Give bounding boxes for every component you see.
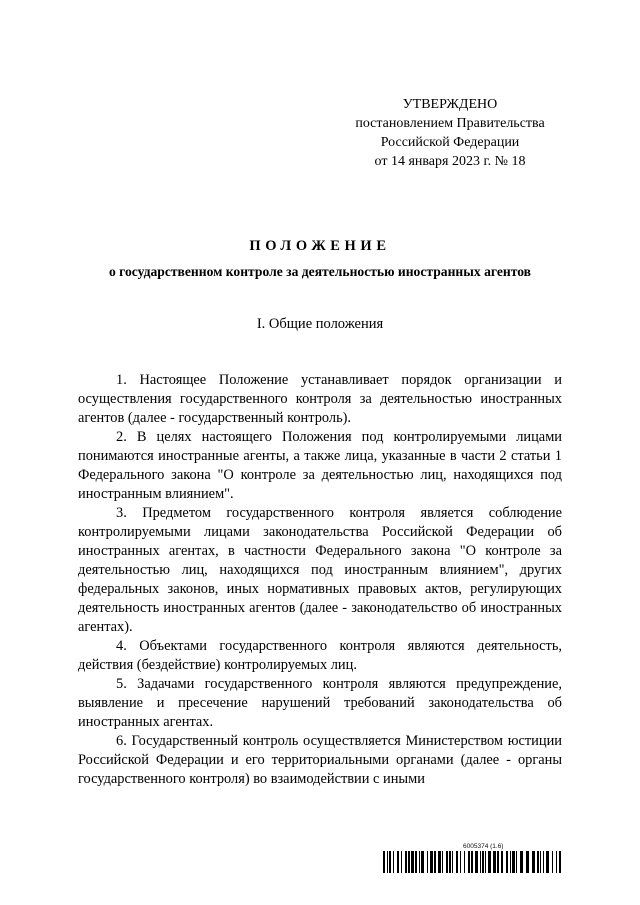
- barcode-bar: [537, 851, 539, 873]
- barcode-bar: [438, 851, 441, 873]
- barcode-bar: [442, 851, 443, 873]
- barcode-bar: [546, 851, 549, 873]
- paragraph-6: 6. Государственный контроль осуществляется Министерством юстиции Российской Федерации и его территориальными органами (далее - органы государственного контроля) во взаимодействии с иными: [78, 733, 562, 787]
- barcode-bar: [397, 851, 399, 873]
- paragraph-3: 3. Предметом государственного контроля является соблюдение контролируемыми лицами законодательства Российской Федерации об иностранных агентах, в частности Федерального закона "О контроле за деятельностью лиц, находящихся под иностранным влиянием", других федеральных законов, иных нормативных правовых актов, регулирующих деятельность иностранных агентов (далее - законодательство об иностранных агентах).: [78, 505, 562, 635]
- barcode-bar: [411, 851, 414, 873]
- barcode-bar: [427, 851, 428, 873]
- barcode-bar: [540, 851, 541, 873]
- barcode-bar: [468, 851, 470, 873]
- approval-title: УТВЕРЖДЕНО: [402, 97, 498, 112]
- barcode-bar: [520, 851, 523, 873]
- barcode-bar: [387, 851, 388, 873]
- barcode-bar: [393, 851, 394, 873]
- document-subtitle: о государственном контроле за деятельностью иностранных агентов: [108, 264, 532, 279]
- section-heading: I. Общие положения: [256, 316, 384, 332]
- paragraph-5: 5. Задачами государственного контроля являются предупреждение, выявление и пресечение нарушений требований законодательства об иностранных агентах.: [78, 676, 562, 730]
- document-title: ПОЛОЖЕНИЕ: [249, 238, 391, 254]
- barcode-bar: [452, 851, 453, 873]
- barcode-bar: [543, 851, 544, 873]
- barcode-bar: [421, 851, 424, 873]
- barcode-bar: [415, 851, 417, 873]
- document-body: [78, 371, 562, 789]
- barcode-bar: [510, 851, 511, 873]
- barcode-bar: [389, 851, 391, 873]
- paragraph-4: 4. Объектами государственного контроля являются деятельность, действия (бездействие) контролируемых лиц.: [78, 638, 562, 673]
- barcode-bar: [493, 851, 496, 873]
- barcode-bar: [516, 851, 517, 873]
- barcode-bar: [559, 851, 561, 873]
- barcode-label: 6005374 (1.6): [463, 843, 504, 850]
- barcode-bar: [383, 851, 385, 873]
- barcode-bar: [501, 851, 503, 873]
- barcode-bar: [405, 851, 407, 873]
- barcode-image: [383, 851, 561, 873]
- barcode-bar: [449, 851, 451, 873]
- barcode-bar: [532, 851, 535, 873]
- barcode-bar: [526, 851, 529, 873]
- barcode-bar: [556, 851, 557, 873]
- barcode-bar: [446, 851, 448, 873]
- barcode-bar: [475, 851, 478, 873]
- barcode-bar: [552, 851, 553, 873]
- barcode-bar: [482, 851, 484, 873]
- paragraph-1: 1. Настоящее Положение устанавливает порядок организации и осуществления государственного контроля за деятельностью иностранных агентов (далее - государственный контроль).: [78, 372, 562, 426]
- barcode-bar: [506, 851, 508, 873]
- approval-date-number: от 14 января 2023 г. № 18: [374, 154, 526, 169]
- barcode-bar: [512, 851, 515, 873]
- barcode-bar: [488, 851, 491, 873]
- paragraph-2: 2. В целях настоящего Положения под контролируемыми лицами понимаются иностранные агенты, а также лица, указанные в части 2 статьи 1 Федерального закона "О контроле за деятельностью лиц, находящихся под иностранным влиянием".: [78, 429, 562, 502]
- barcode-bar: [419, 851, 420, 873]
- approval-stamp: [330, 95, 570, 171]
- barcode-bar: [430, 851, 433, 873]
- barcode-bar: [434, 851, 436, 873]
- barcode-bar: [456, 851, 458, 873]
- barcode-bar: [464, 851, 465, 873]
- barcode-bar: [408, 851, 410, 873]
- barcode-bar: [401, 851, 402, 873]
- barcode-bar: [471, 851, 473, 873]
- barcode-bar: [497, 851, 499, 873]
- barcode-bar: [460, 851, 461, 873]
- approval-authority: Российской Федерации: [380, 135, 520, 150]
- barcode-bar: [480, 851, 481, 873]
- approval-issuer: постановлением Правительства: [355, 116, 545, 131]
- barcode-bar: [485, 851, 486, 873]
